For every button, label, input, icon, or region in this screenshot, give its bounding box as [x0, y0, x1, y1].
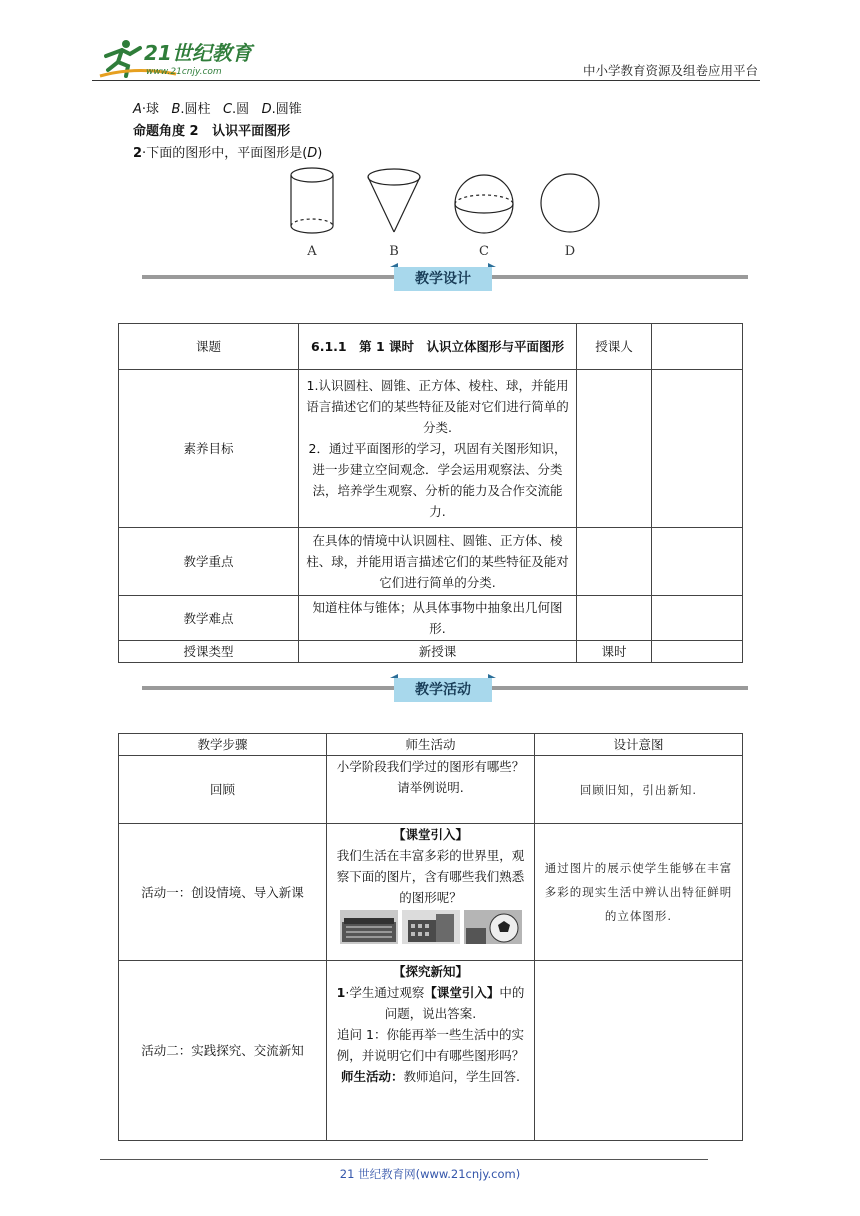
- act1-intent: 通过图片的展示使学生能够在丰富多彩的现实生活中辨认出特征鲜明的立体图形.: [535, 824, 743, 961]
- goal-2: 2．通过平面图形的学习，巩固有关图形知识，进一步建立空间观念．学会运用观察法、分类法，培养学生观察、分析的能力及合作交流能力.: [308, 441, 567, 519]
- question2-answer: D: [307, 146, 318, 161]
- header-divider: [92, 80, 760, 81]
- banner2: [390, 674, 496, 704]
- question2: 2·下面的图形中，平面图形是(D): [133, 146, 323, 161]
- type-value: 新授课: [299, 641, 577, 663]
- football-photo: [464, 910, 522, 944]
- act2-heading: 【探究新知】: [392, 964, 468, 979]
- figure-label-b: B: [389, 244, 399, 259]
- option-c-letter: C: [222, 102, 233, 117]
- site-logo: [96, 36, 266, 80]
- shape-figures: [280, 164, 610, 262]
- logo-url: www.21cnjy.com: [146, 67, 222, 77]
- option-a-text: 球: [146, 102, 160, 117]
- sphere-figure: [455, 175, 513, 233]
- act2-teacher-text: 教师追问，学生回答.: [403, 1069, 520, 1084]
- header-step: 教学步骤: [119, 734, 327, 756]
- act1-step: 活动一：创设情境、导入新课: [119, 824, 327, 961]
- option-c-text: 圆: [236, 102, 250, 117]
- goal-label: 素养目标: [119, 370, 299, 528]
- act1-activity: 我们生活在丰富多彩的世界里，观察下面的图片，含有哪些我们熟悉的图形呢？: [336, 848, 525, 905]
- act2-line1-b: 【课堂引入】: [424, 985, 500, 1000]
- logo-text: 21世纪教育: [144, 41, 252, 65]
- header-intent: 设计意图: [535, 734, 743, 756]
- act2-line1-c: 中的问题，说出答案.: [384, 985, 525, 1021]
- teacher-value: [652, 324, 743, 370]
- key-empty-1: [577, 528, 652, 596]
- difficulty-empty-2: [652, 596, 743, 641]
- course-label: 课题: [119, 324, 299, 370]
- difficulty-value: 知道柱体与锥体；从具体事物中抽象出几何图形.: [299, 596, 577, 641]
- cylinder-figure: [291, 168, 333, 233]
- option-b-letter: B: [171, 102, 181, 117]
- footer-divider: [100, 1159, 708, 1160]
- review-activity: 小学阶段我们学过的图形有哪些？请举例说明.: [327, 756, 535, 824]
- key-empty-2: [652, 528, 743, 596]
- angle2-title: 认识平面图形: [212, 124, 291, 139]
- difficulty-label: 教学难点: [119, 596, 299, 641]
- goal-value: [299, 370, 577, 528]
- act1-heading: 【课堂引入】: [392, 827, 468, 842]
- act2-intent: [535, 961, 743, 1141]
- figure-label-a: A: [307, 244, 317, 259]
- act2-followup: 追问 1：你能再举一些生活中的实例，并说明它们中有哪些图形吗？: [336, 1027, 525, 1063]
- angle2-label: 命题角度 2: [133, 124, 199, 139]
- act2-line1-a: 学生通过观察: [349, 985, 425, 1000]
- key-label: 教学重点: [119, 528, 299, 596]
- question2-close: ): [317, 146, 323, 161]
- angle2-heading: [133, 122, 290, 142]
- question2-stem: 下面的图形中，平面图形是(: [146, 146, 308, 161]
- type-label: 授课类型: [119, 641, 299, 663]
- activity-table: [118, 733, 743, 1141]
- figure-label-c: C: [479, 244, 489, 259]
- goal-empty-2: [652, 370, 743, 528]
- difficulty-empty-1: [577, 596, 652, 641]
- cone-figure: [368, 169, 420, 232]
- banner2-text: 教学活动: [415, 682, 471, 698]
- header-platform-name: 中小学教育资源及组卷应用平台: [582, 63, 758, 78]
- option-d-letter: D: [261, 102, 272, 117]
- option-d-text: 圆锥: [275, 102, 302, 117]
- building-photo: [340, 910, 398, 944]
- hours-label: 课时: [577, 641, 652, 663]
- banner1: [390, 263, 496, 293]
- act1-photos: [333, 910, 528, 944]
- hours-value: [652, 641, 743, 663]
- review-step: 回顾: [119, 756, 327, 824]
- question1-options: A·球 B.圆柱 C.圆 D.圆锥: [133, 102, 302, 117]
- teacher-label: 授课人: [577, 324, 652, 370]
- review-intent: 回顾旧知，引出新知.: [535, 756, 743, 824]
- act2-teacher-label: 师生活动：: [341, 1069, 404, 1084]
- header-activity: 师生活动: [327, 734, 535, 756]
- goal-empty-1: [577, 370, 652, 528]
- circle-figure: [541, 174, 599, 232]
- school-photo: [402, 910, 460, 944]
- design-table: [118, 323, 743, 663]
- course-value: 6.1.1 第 1 课时 认识立体图形与平面图形: [299, 324, 577, 370]
- banner1-text: 教学设计: [415, 271, 471, 287]
- act1-activity-cell: [327, 824, 535, 961]
- act2-line1-num: 1: [336, 985, 346, 1000]
- goal-1: 1.认识圆柱、圆锥、正方体、棱柱、球，并能用语言描述它们的某些特征及能对它们进行简单的分类.: [306, 378, 569, 435]
- option-a-letter: A: [133, 102, 142, 117]
- question2-number: 2: [133, 146, 143, 161]
- footer-text[interactable]: 21 世纪教育网(www.21cnjy.com): [339, 1167, 521, 1181]
- option-b-text: 圆柱: [184, 102, 211, 117]
- act2-step: 活动二：实践探究、交流新知: [119, 961, 327, 1141]
- act2-teacher: [333, 1066, 528, 1087]
- figure-label-d: D: [564, 244, 576, 259]
- key-value: 在具体的情境中认识圆柱、圆锥、正方体、棱柱、球，并能用语言描述它们的某些特征及能对它们进行简单的分类.: [299, 528, 577, 596]
- act2-activity-cell: [327, 961, 535, 1141]
- act2-line1: 1·学生通过观察【课堂引入】中的问题，说出答案.: [336, 985, 525, 1021]
